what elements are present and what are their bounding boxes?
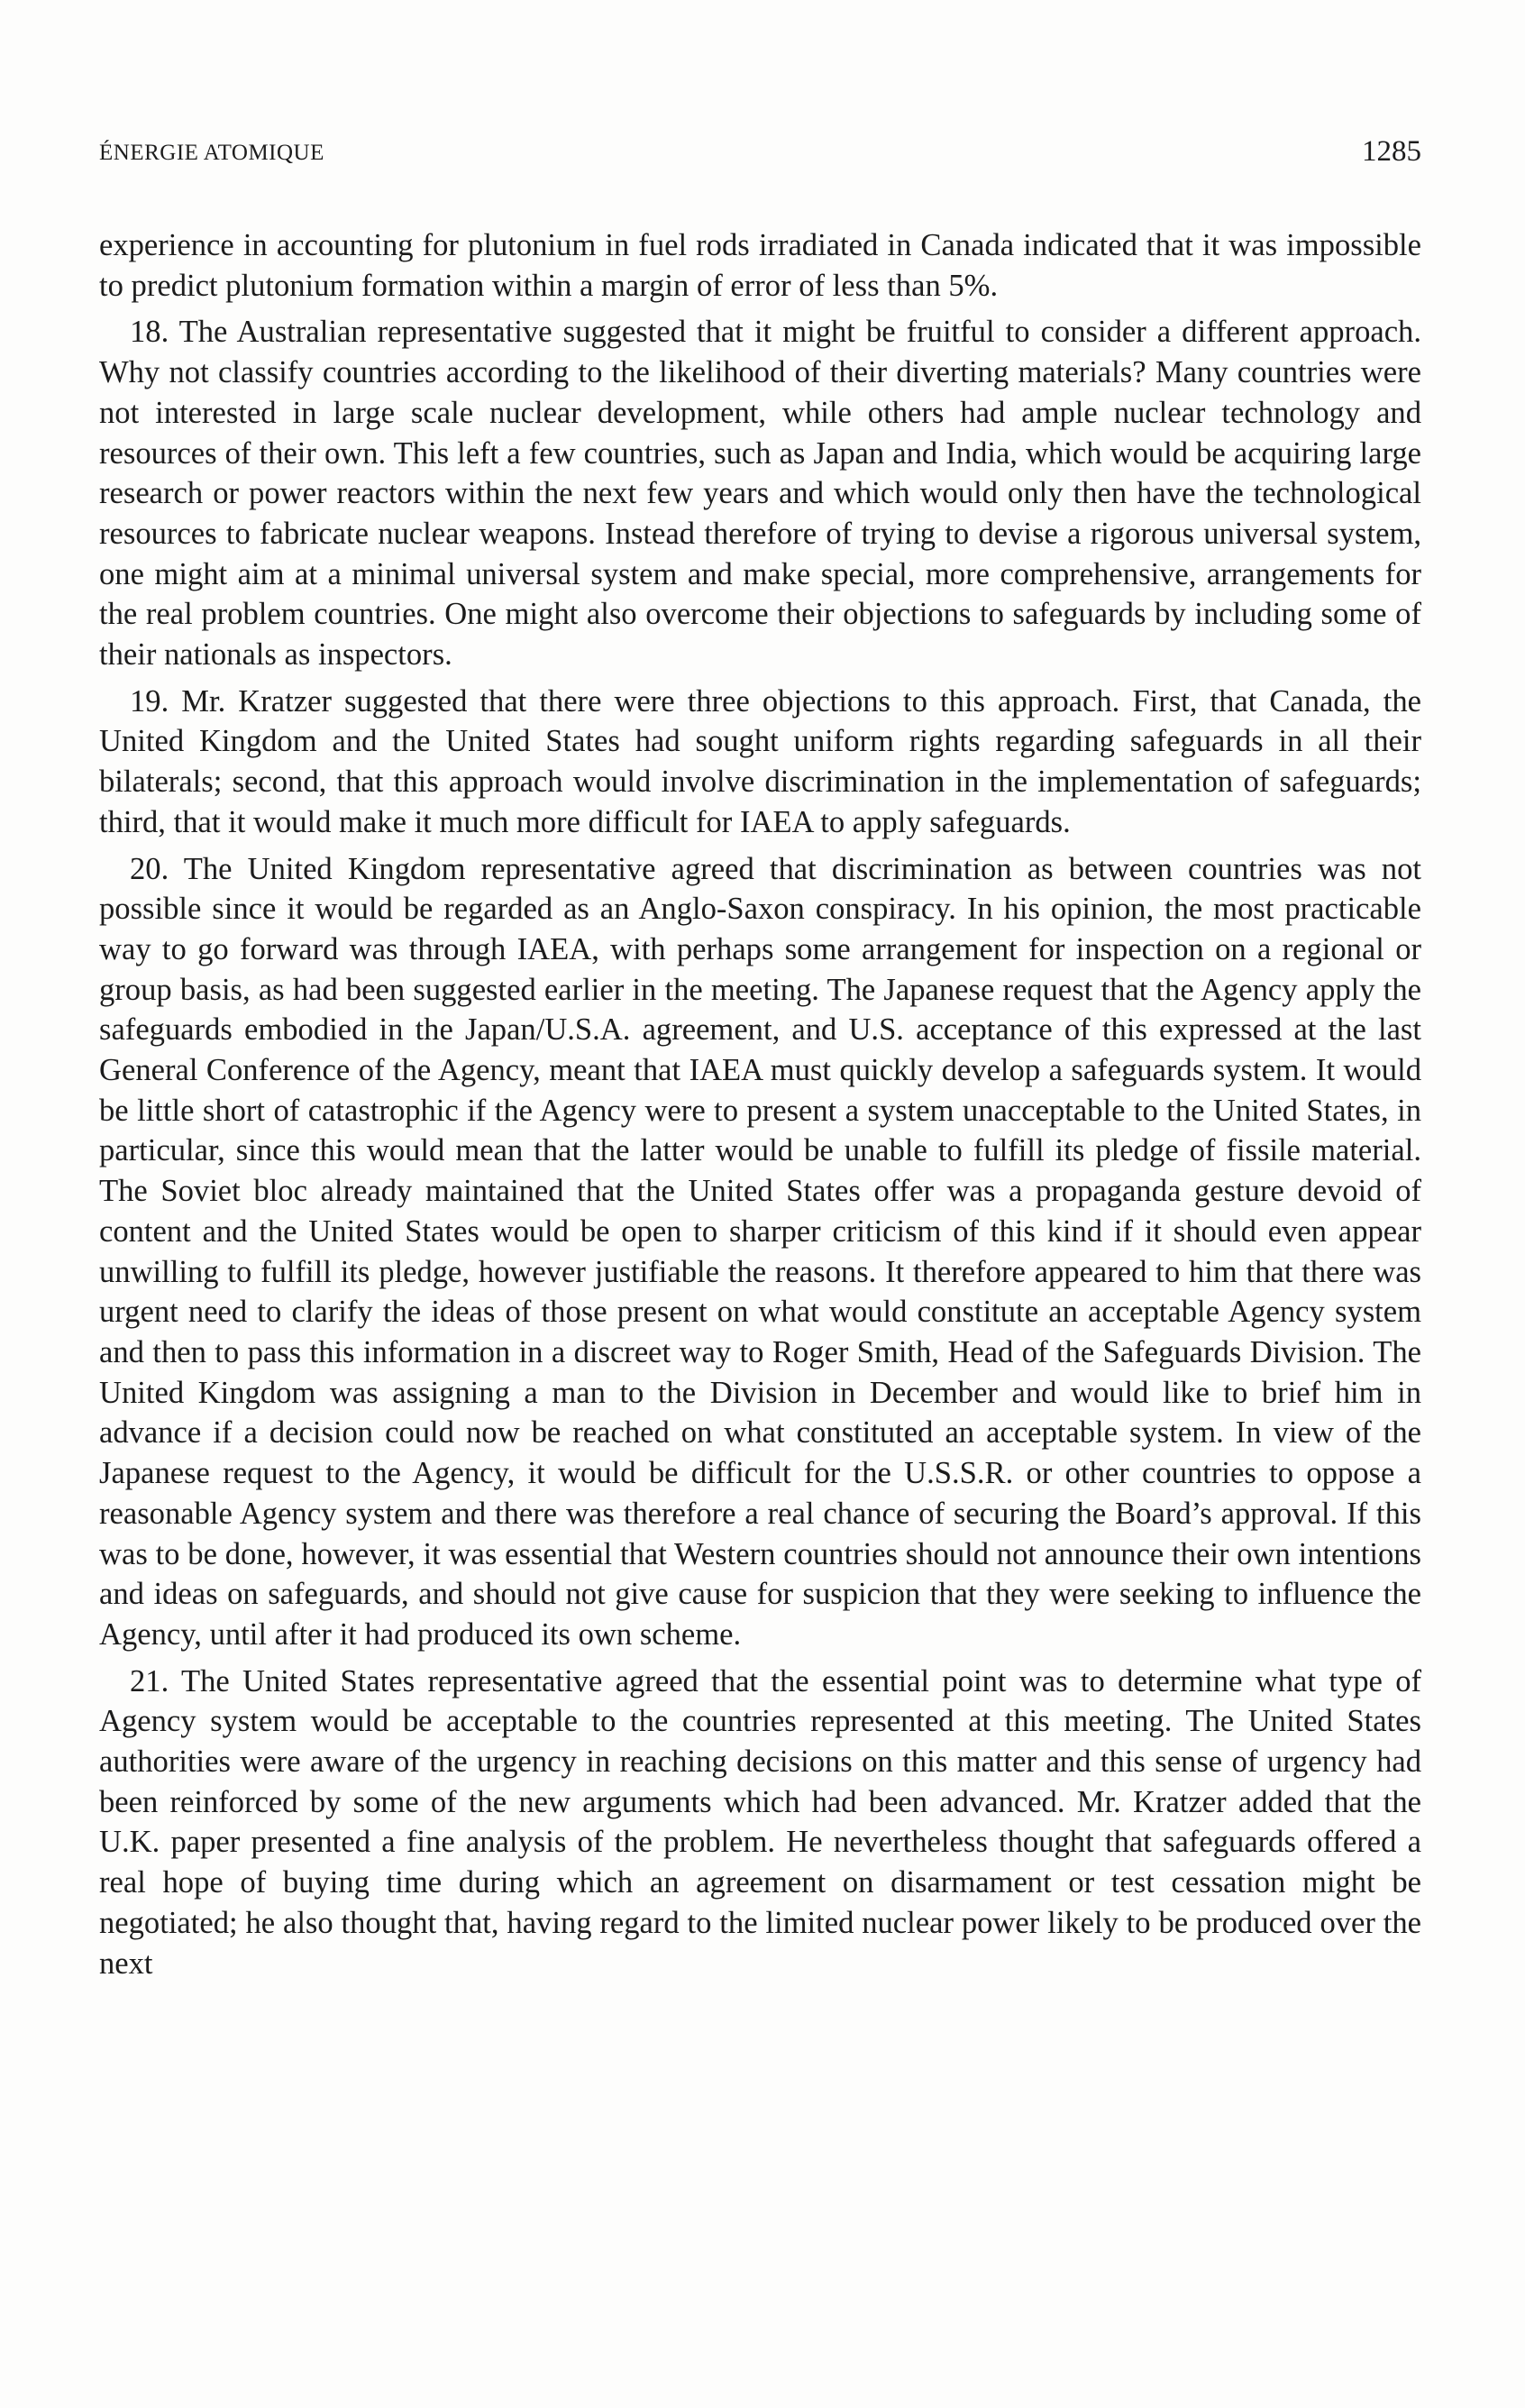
paragraph-continuation: experience in accounting for plutonium in fuel rods irradiated in Canada indicated that it was impossible to predict plutonium formation within a margin of error of less than 5%. [99,228,1421,303]
paragraph-18: 18. The Australian representative suggested that it might be fruitful to consider a different approach. Why not classify countries according to the likelihood of their diverting materials? Many countries were not interested in large scale nuclear development, while others had ample nuclear technology and resources of their own. This left a few countries, such as Japan and India, which would be acquiring large research or power reactors within the next few years and which would only then have the technological resources to fabricate nuclear weapons. Instead therefore of trying to devise a rigorous universal system, one might aim at a minimal universal system and make special, more comprehensive, arrangements for the real problem countries. One might also overcome their objections to safeguards by including some of their nationals as inspectors. [99,315,1421,673]
page-number: 1285 [1362,135,1421,168]
paragraph-21: 21. The United States representative agreed that the essential point was to determine what type of Agency system would be acceptable to the countries represented at this meeting. The United States authorities were aware of the urgency in reaching decisions on this matter and this sense of urgency had been reinforced by some of the new arguments which had been advanced. Mr. Kratzer added that the U.K. paper presented a fine analysis of the problem. He nevertheless thought that safeguards offered a real hope of buying time during which an agreement on disarmament or test cessation might be negotiated; he also thought that, having regard to the limited nuclear power likely to be produced over the next [99,1663,1421,1981]
paragraph-19: 19. Mr. Kratzer suggested that there were three objections to this approach. First, that Canada, the United Kingdom and the United States had sought uniform rights regarding safeguards in all their bilaterals; second, that this approach would involve discrimination in the implementation of safeguards; third, that it would make it much more difficult for IAEA to apply safeguards. [99,683,1421,839]
running-header [99,135,1421,171]
paragraph-20: 20. The United Kingdom representative agreed that discrimination as between countries was not possible since it would be regarded as an Anglo-Saxon conspiracy. In his opinion, the most practicable way to go forward was through IAEA, with perhaps some arrangement for inspection on a regional or group basis, as had been suggested earlier in the meeting. The Japanese request that the Agency apply the safeguards embodied in the Japan/U.S.A. agreement, and U.S. acceptance of this expressed at the last General Conference of the Agency, meant that IAEA must quickly develop a safeguards system. It would be little short of catastrophic if the Agency were to present a system unacceptable to the United States, in particular, since this would mean that the latter would be unable to fulfill its pledge of fissile material. The Soviet bloc already maintained that the United States offer was a propaganda gesture devoid of content and the United States would be open to sharper criticism of this kind if it should even appear unwilling to fulfill its pledge, however justifiable the reasons. It therefore appeared to him that there was urgent need to clarify the ideas of those present on what would constitute an acceptable Agency system and then to pass this information in a discreet way to Roger Smith, Head of the Safeguards Division. The United Kingdom was assigning a man to the Division in December and would like to brief him in advance if a decision could now be reached on what constituted an acceptable system. In view of the Japanese request to the Agency, it would be difficult for the U.S.S.R. or other countries to oppose a reasonable Agency system and there was therefore a real chance of securing the Board’s approval. If this was to be done, however, it was essential that Western countries should not announce their own intentions and ideas on safeguards, and should not give cause for suspicion that they were seeking to influence the Agency, until after it had produced its own scheme. [99,851,1421,1652]
body-text [99,225,1421,1983]
running-title: ÉNERGIE ATOMIQUE [99,141,324,165]
